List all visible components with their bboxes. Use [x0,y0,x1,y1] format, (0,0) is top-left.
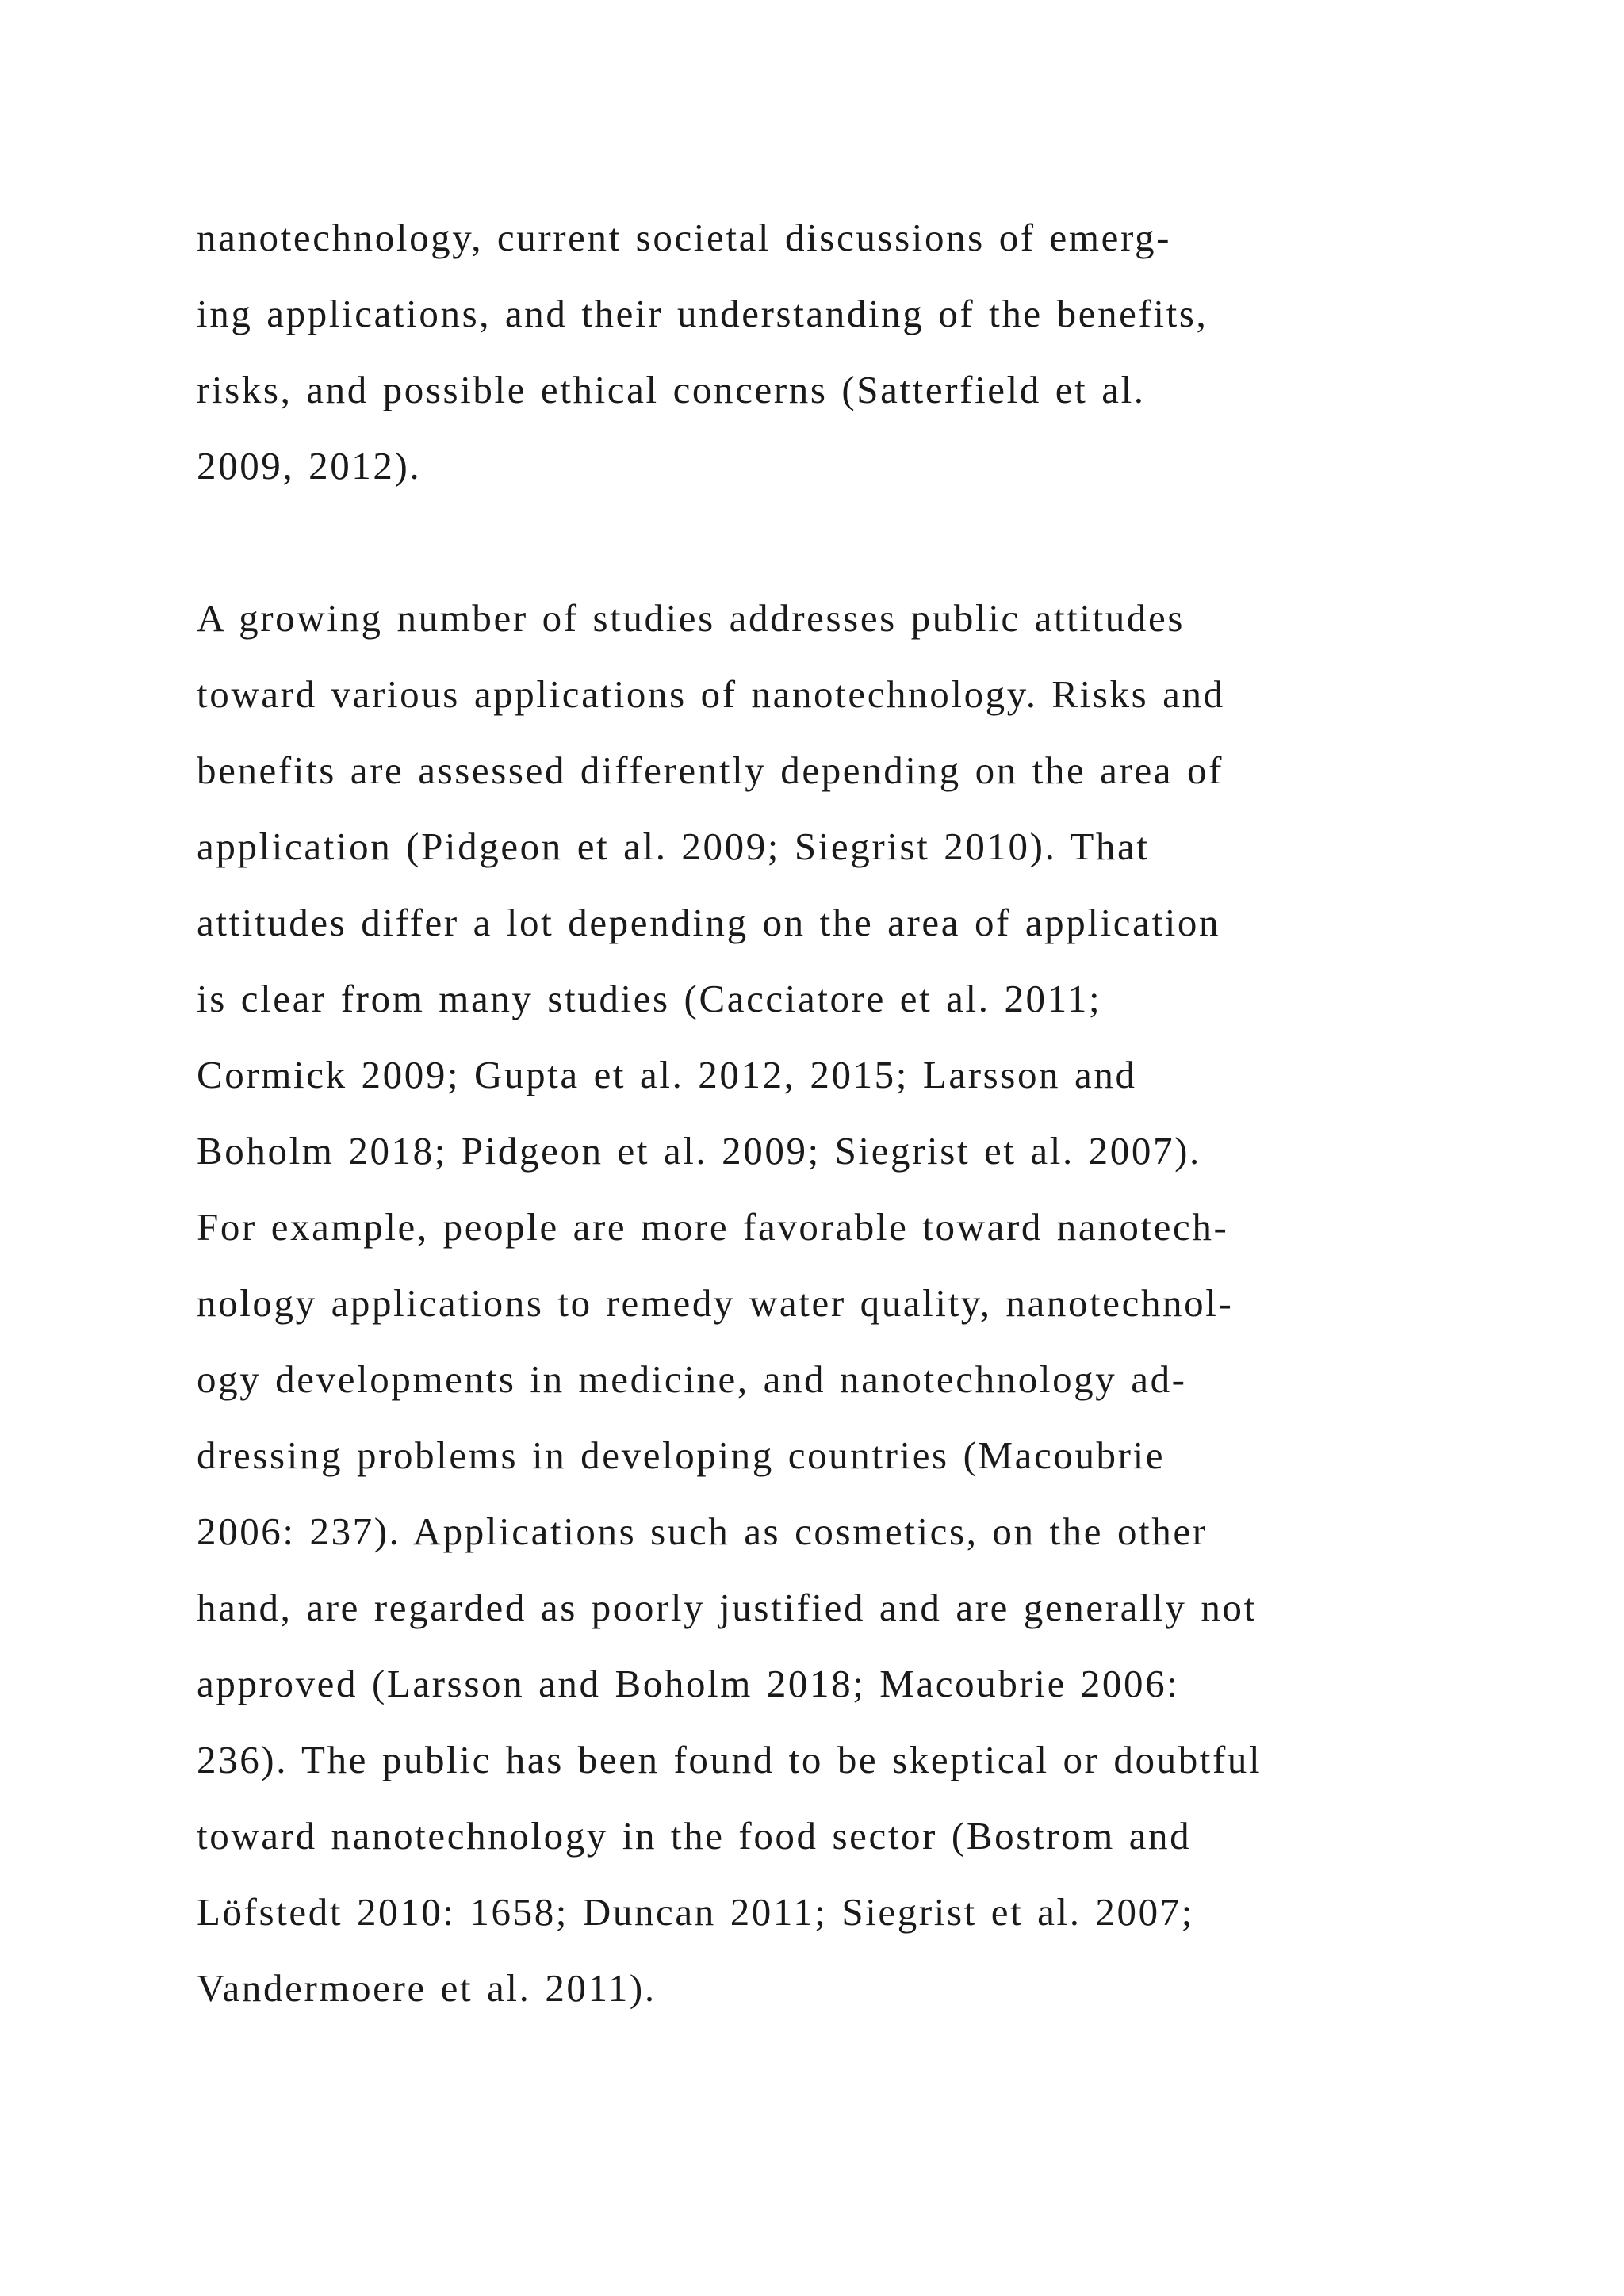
text-line: attitudes differ a lot depending on the area of application [197,901,1221,944]
text-line: Cormick 2009; Gupta et al. 2012, 2015; Larsson and [197,1053,1137,1096]
text-line: For example, people are more favorable toward nanotech- [197,1205,1229,1249]
text-line: Boholm 2018; Pidgeon et al. 2009; Siegrist et al. 2007). [197,1129,1201,1173]
paragraph-1 [197,200,1434,504]
text-line: ing applications, and their understanding of the benefits, [197,292,1208,335]
text-line: Vandermoere et al. 2011). [197,1966,657,2010]
text-line: ogy developments in medicine, and nanotechnology ad- [197,1357,1187,1401]
paragraph-2 [197,580,1434,2026]
text-line: 2009, 2012). [197,444,422,488]
text-line: approved (Larsson and Boholm 2018; Macoubrie 2006: [197,1662,1180,1705]
text-line: risks, and possible ethical concerns (Satterfield et al. [197,368,1146,411]
text-line: toward various applications of nanotechnology. Risks and [197,672,1225,716]
text-line: dressing problems in developing countries (Macoubrie [197,1433,1166,1477]
text-line: nanotechnology, current societal discussions of emerg- [197,216,1172,259]
text-line: is clear from many studies (Cacciatore et al. 2011; [197,977,1102,1020]
text-line: 2006: 237). Applications such as cosmetics, on the other [197,1510,1208,1553]
text-line: toward nanotechnology in the food sector (Bostrom and [197,1814,1192,1858]
text-line: benefits are assessed differently depending on the area of [197,748,1224,792]
text-line: hand, are regarded as poorly justified and are generally not [197,1586,1257,1629]
text-line: Löfstedt 2010: 1658; Duncan 2011; Siegrist et al. 2007; [197,1890,1195,1934]
text-line: application (Pidgeon et al. 2009; Siegrist 2010). That [197,825,1150,868]
text-line: nology applications to remedy water quality, nanotechnol- [197,1281,1234,1325]
text-line: A growing number of studies addresses public attitudes [197,596,1185,640]
text-line: 236). The public has been found to be skeptical or doubtful [197,1738,1262,1781]
